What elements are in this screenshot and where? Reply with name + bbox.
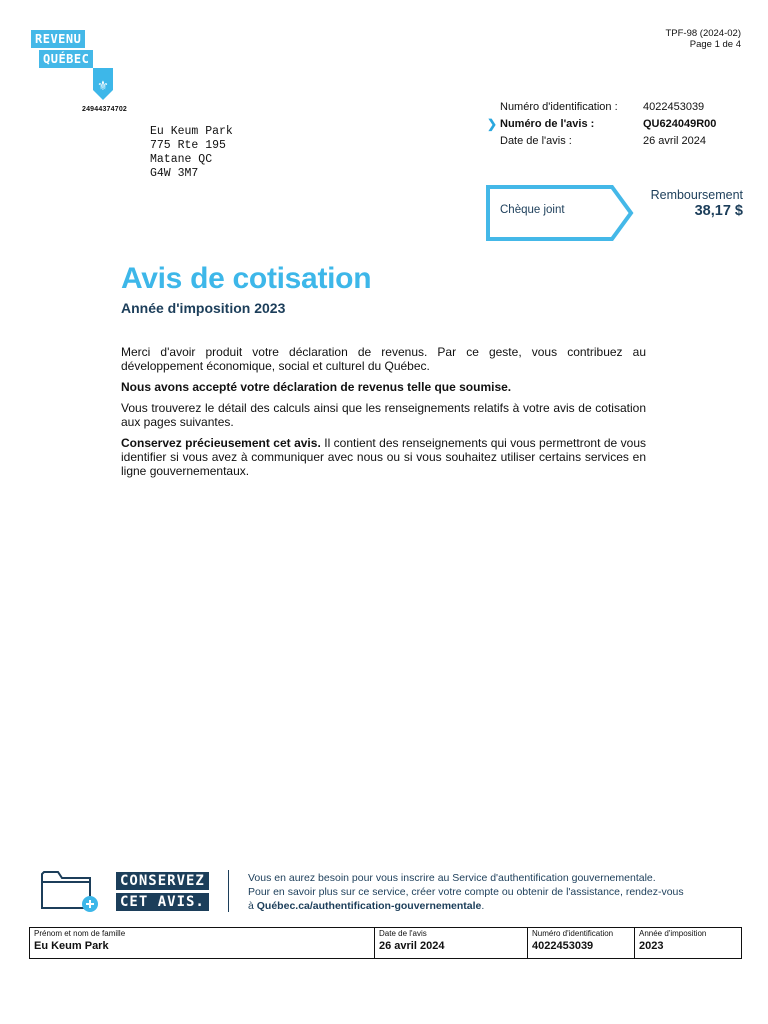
summary-cell-year <box>635 928 741 958</box>
paragraph-details: Vous trouverez le détail des calculs ainsi que les renseignements relatifs à votre avis de cotisation aux pages suivantes. <box>121 401 646 429</box>
summary-table <box>29 927 742 959</box>
promo-prefix: à <box>248 900 257 912</box>
refund-block <box>651 188 743 219</box>
page-title: Avis de cotisation <box>121 262 372 295</box>
summary-cell-date <box>375 928 528 958</box>
notice-label: Numéro de l'avis : <box>500 118 595 130</box>
paragraph-keep <box>121 436 646 478</box>
summary-name-label: Prénom et nom de famille <box>34 929 126 938</box>
auth-service-link[interactable]: Québec.ca/authentification-gouvernementale <box>256 900 482 912</box>
date-value: 26 avril 2024 <box>643 135 706 147</box>
logo-line-2: QUÉBEC <box>39 50 93 68</box>
notice-body <box>121 345 646 485</box>
refund-amount: 38,17 $ <box>694 203 743 219</box>
id-value: 4022453039 <box>643 101 705 113</box>
form-code: TPF-98 (2024-02) <box>665 28 741 39</box>
keep-emphasis: Conservez précieusement cet avis. <box>121 436 321 450</box>
id-row <box>500 99 716 116</box>
summary-id-value: 4022453039 <box>532 940 594 952</box>
barcode-number: 24944374702 <box>82 106 128 113</box>
date-row <box>500 133 716 150</box>
promo-line-2: Pour en savoir plus sur ce service, créer votre compte ou obtenir de l'assistance, rendez-vous <box>248 886 684 898</box>
cheque-box <box>486 185 634 241</box>
notice-identifiers <box>487 99 717 150</box>
id-label: Numéro d'identification : <box>500 101 618 113</box>
recipient-postal: G4W 3M7 <box>150 167 199 180</box>
cta-line-2: CET AVIS. <box>116 893 209 911</box>
paragraph-thanks: Merci d'avoir produit votre déclaration de revenus. Par ce geste, vous contribuez au développement économique, social et culturel du Québec. <box>121 345 646 373</box>
divider <box>228 870 229 912</box>
refund-label: Remboursement <box>650 188 743 202</box>
recipient-city: Matane QC <box>150 153 213 166</box>
form-code-block <box>665 28 741 50</box>
page-subtitle: Année d'imposition 2023 <box>121 300 286 316</box>
page-number: Page 1 de 4 <box>689 39 741 50</box>
folder-plus-icon <box>40 868 100 913</box>
fleur-de-lis-icon <box>93 68 113 100</box>
summary-year-value: 2023 <box>639 940 664 952</box>
promo-suffix: . <box>481 900 485 912</box>
notice-value: QU624049R00 <box>643 118 717 130</box>
summary-year-label: Année d'imposition <box>639 929 707 938</box>
summary-date-value: 26 avril 2024 <box>379 940 445 952</box>
summary-cell-id <box>528 928 635 958</box>
date-label: Date de l'avis : <box>500 135 572 147</box>
auth-service-info <box>248 871 684 913</box>
chevron-right-icon: ❯ <box>487 117 498 131</box>
summary-id-label: Numéro d'identification <box>532 929 614 938</box>
paragraph-accepted: Nous avons accepté votre déclaration de revenus telle que soumise. <box>121 380 512 394</box>
promo-line-1: Vous en aurez besoin pour vous inscrire au Service d'authentification gouvernementale. <box>248 872 656 884</box>
cheque-label: Chèque joint <box>500 204 565 216</box>
recipient-name: Eu Keum Park <box>150 125 233 138</box>
cta-line-1: CONSERVEZ <box>116 872 209 890</box>
revenu-quebec-logo <box>31 30 113 100</box>
notice-row <box>487 116 717 133</box>
recipient-address <box>150 125 233 181</box>
keep-notice-callout <box>116 872 209 914</box>
recipient-street: 775 Rte 195 <box>150 139 226 152</box>
summary-cell-name <box>30 928 375 958</box>
svg-text:⚜: ⚜ <box>97 79 109 94</box>
keep-rest: Il contient des renseignements qui vous permettront de vous identifier si vous avez à communiquer avec nous ou si vous souhaitez utiliser certains services en ligne gouvernementaux. <box>121 436 646 478</box>
summary-name-value: Eu Keum Park <box>34 940 109 952</box>
logo-line-1: REVENU <box>31 30 85 48</box>
summary-date-label: Date de l'avis <box>379 929 427 938</box>
promo-line-3 <box>248 899 684 913</box>
